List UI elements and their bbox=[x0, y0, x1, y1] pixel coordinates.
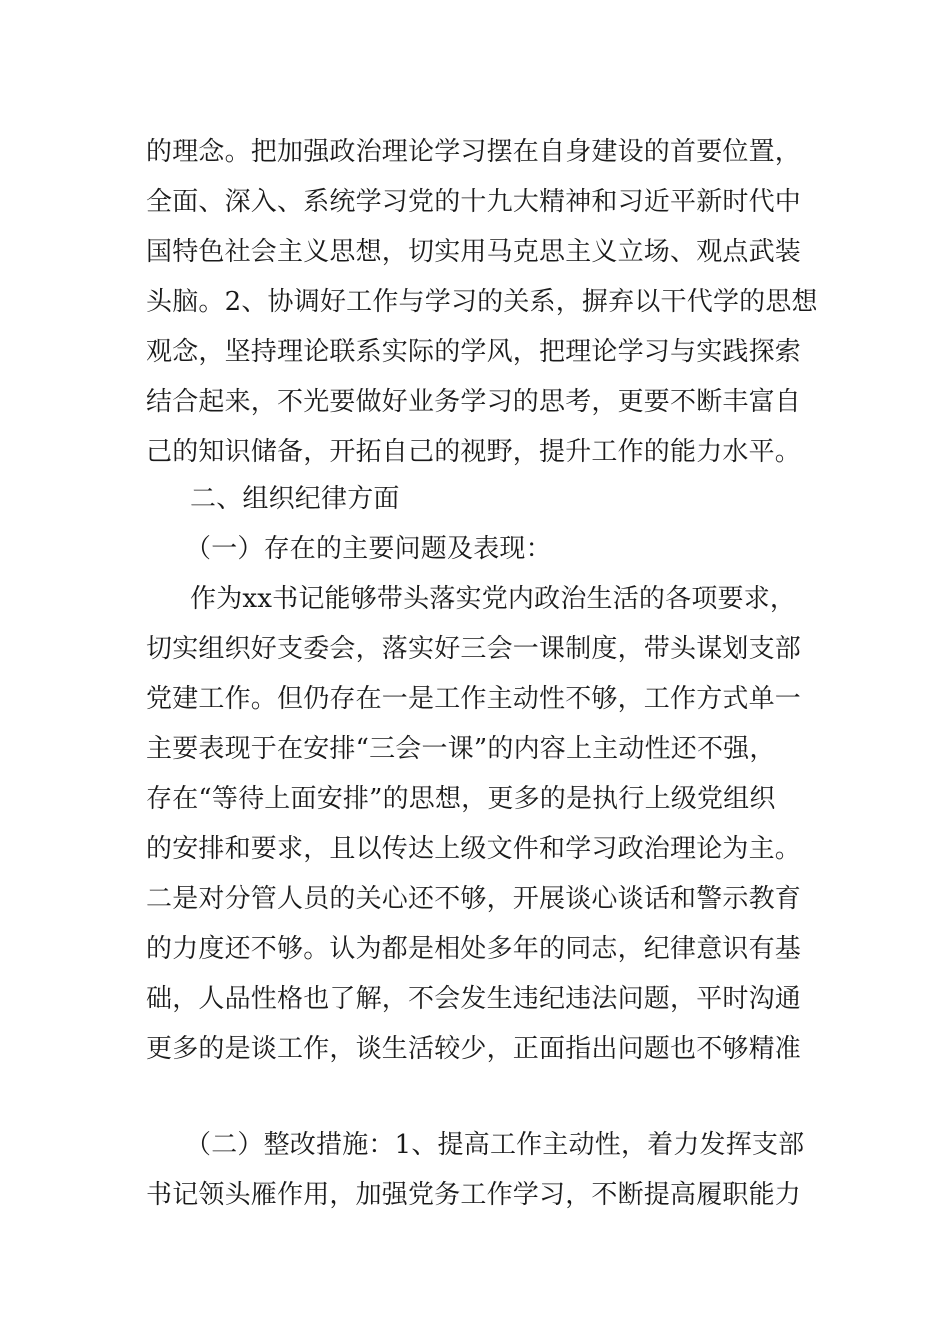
subsection-heading: （一）存在的主要问题及表现： bbox=[185, 534, 552, 564]
text-line: 结合起来，不光要做好业务学习的思考，更要不断丰富自 bbox=[146, 387, 802, 417]
text-line: 更多的是谈工作，谈生活较少，正面指出问题也不够精准 bbox=[146, 1034, 802, 1064]
text-line: 切实组织好支委会，落实好三会一课制度，带头谋划支部 bbox=[146, 634, 802, 664]
text-line: 的安排和要求，且以传达上级文件和学习政治理论为主。 bbox=[146, 834, 802, 864]
text-line: 书记领头雁作用，加强党务工作学习，不断提高履职能力 bbox=[146, 1180, 802, 1210]
text-line: 主要表现于在安排“三会一课”的内容上主动性还不强， bbox=[146, 734, 776, 764]
text-line: 头脑。2、协调好工作与学习的关系，摒弃以干代学的思想 bbox=[146, 287, 818, 317]
section-heading: 二、组织纪律方面 bbox=[190, 484, 400, 514]
text-line: 的力度还不够。认为都是相处多年的同志，纪律意识有基 bbox=[146, 934, 802, 964]
text-line: 国特色社会主义思想，切实用马克思主义立场、观点武装 bbox=[146, 237, 802, 267]
text-line: 党建工作。但仍存在一是工作主动性不够，工作方式单一 bbox=[146, 684, 802, 714]
text-line: 全面、深入、系统学习党的十九大精神和习近平新时代中 bbox=[146, 187, 802, 217]
text-line: 础，人品性格也了解，不会发生违纪违法问题，平时沟通 bbox=[146, 984, 802, 1014]
text-line: 观念，坚持理论联系实际的学风，把理论学习与实践探索 bbox=[146, 337, 802, 367]
text-line: 作为xx书记能够带头落实党内政治生活的各项要求， bbox=[190, 584, 797, 614]
text-line: 己的知识储备，开拓自己的视野，提升工作的能力水平。 bbox=[146, 437, 802, 467]
text-line: 存在“等待上面安排”的思想，更多的是执行上级党组织 bbox=[146, 784, 776, 814]
text-line: 二是对分管人员的关心还不够，开展谈心谈话和警示教育 bbox=[146, 884, 802, 914]
text-line: 的理念。把加强政治理论学习摆在自身建设的首要位置， bbox=[146, 137, 802, 167]
subsection-heading: （二）整改措施：1、提高工作主动性，着力发挥支部 bbox=[185, 1130, 805, 1160]
